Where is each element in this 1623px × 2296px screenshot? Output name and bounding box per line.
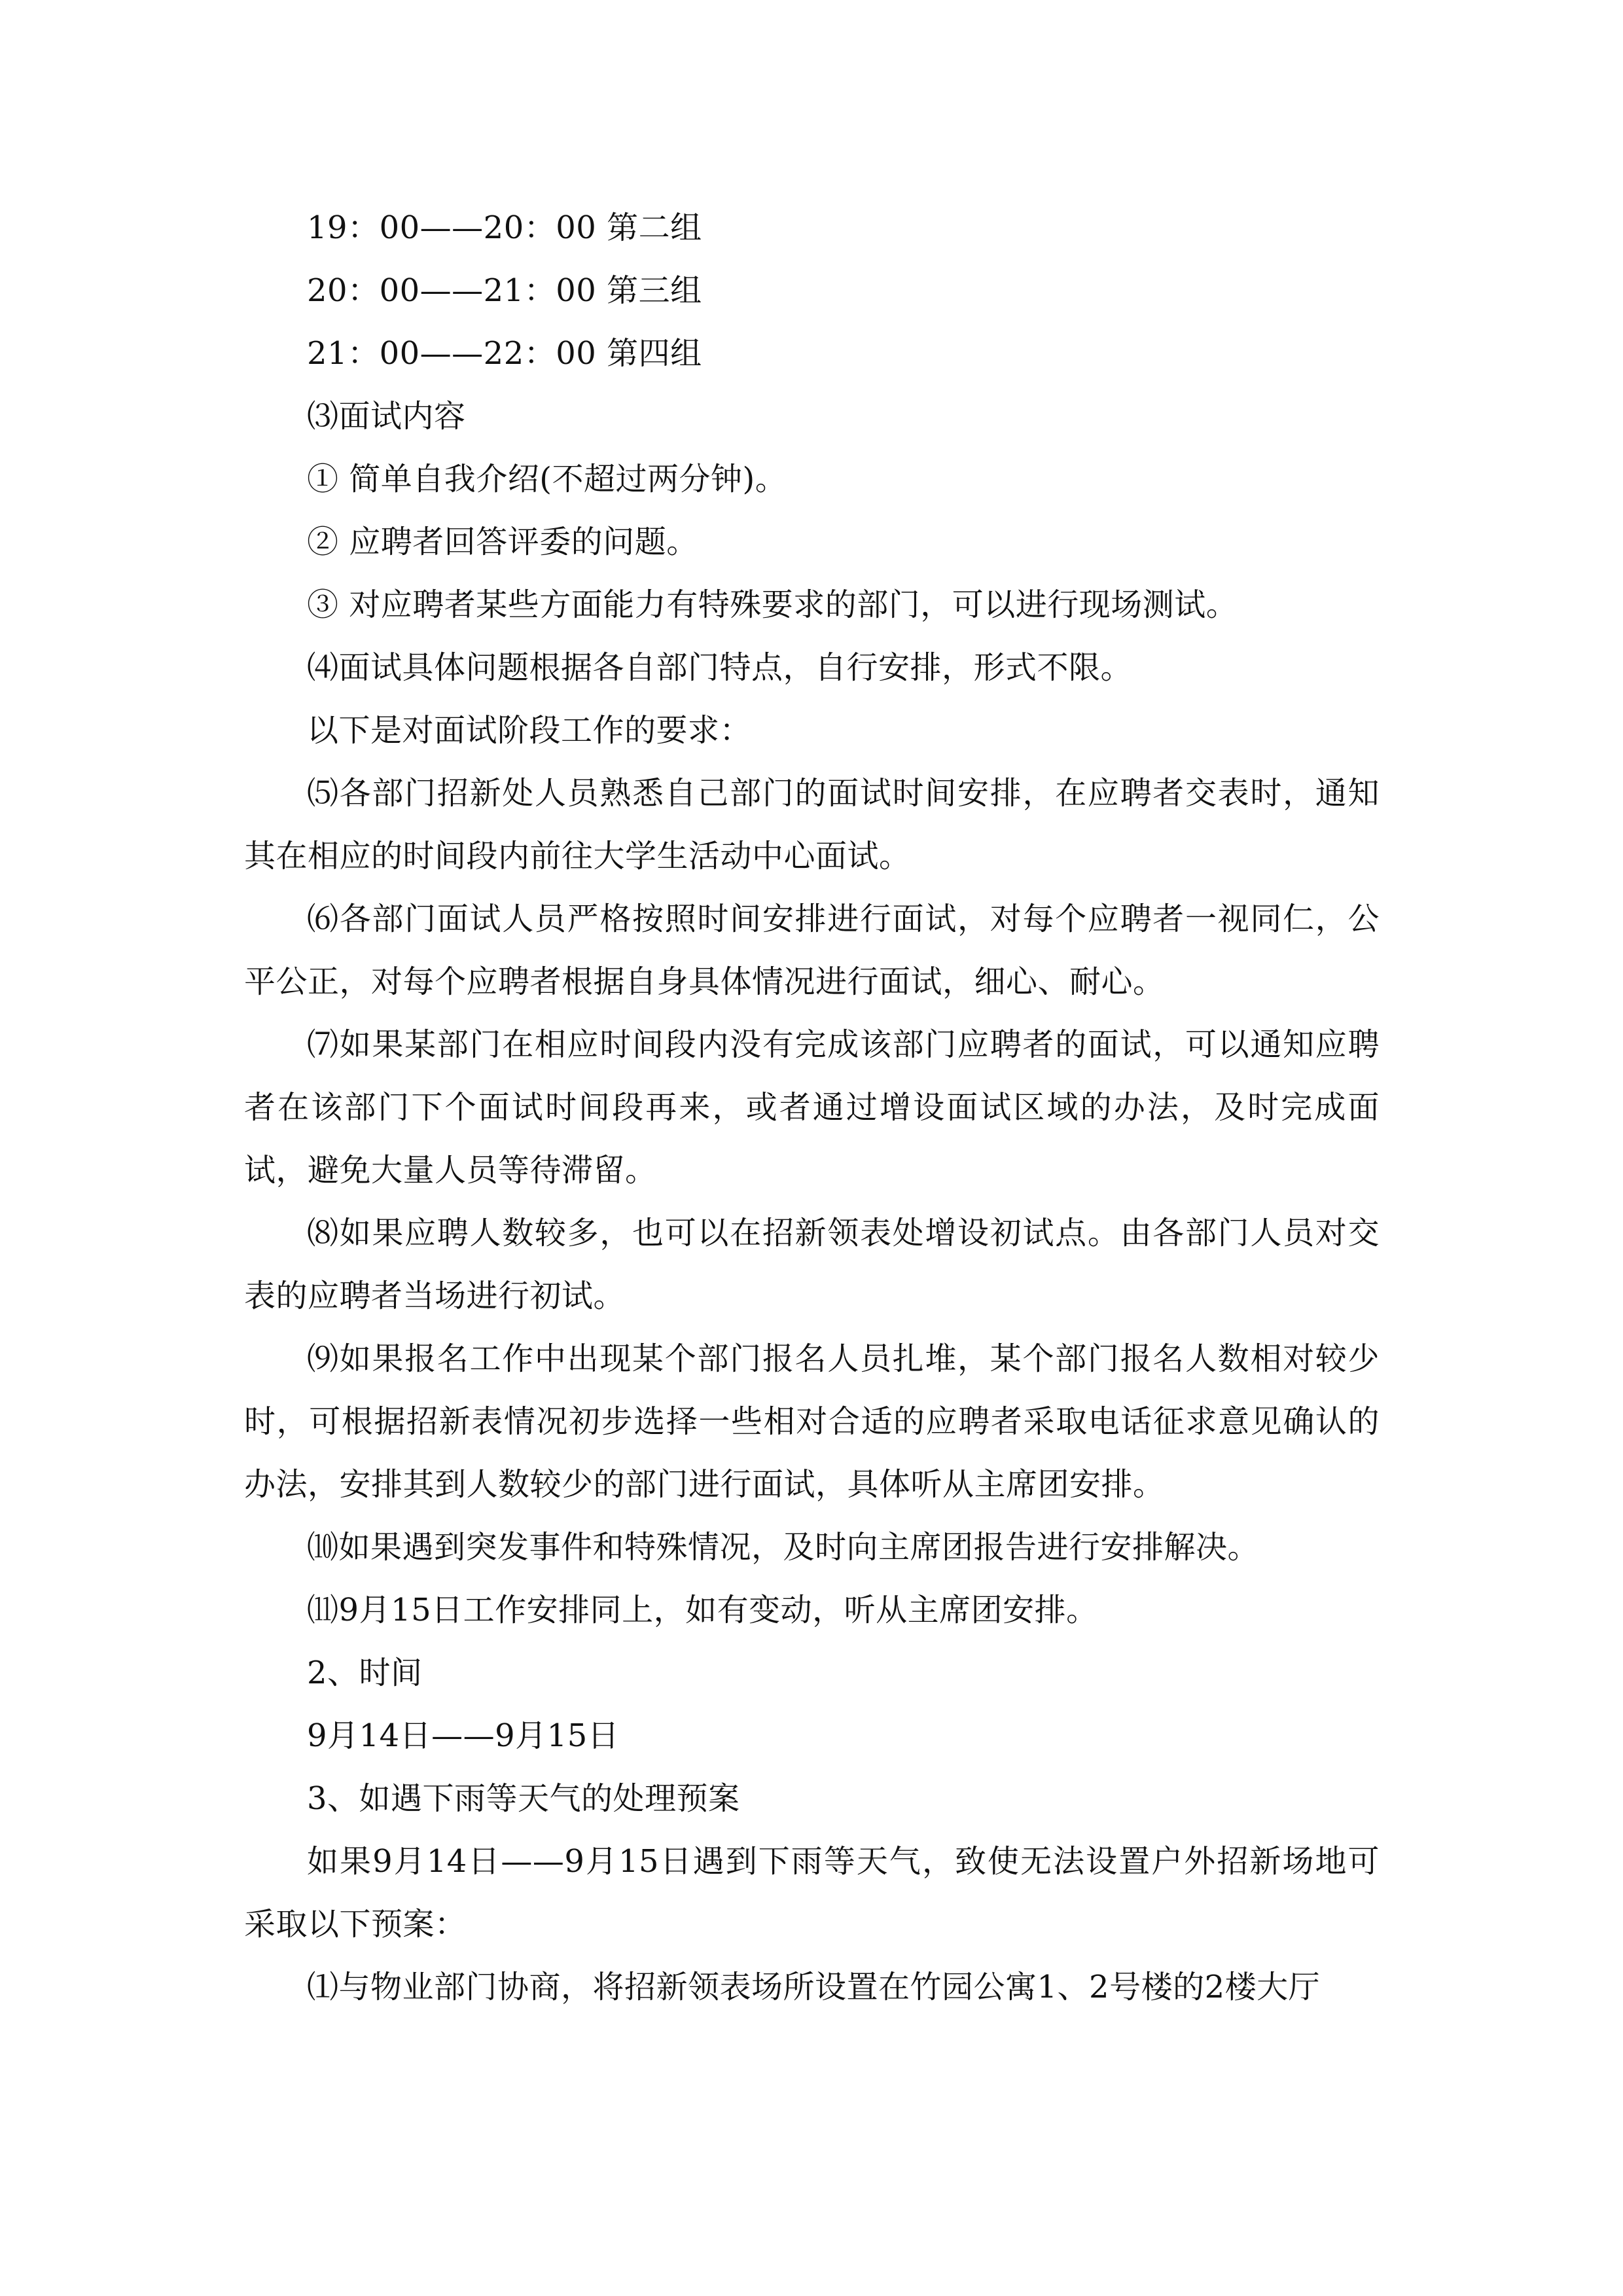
list-item-answer-questions: ② 应聘者回答评委的问题。	[307, 524, 698, 560]
document-body	[244, 196, 1380, 2018]
paragraph-requirements-intro: 以下是对面试阶段工作的要求：	[307, 712, 752, 749]
paragraph-item-8: ⑻如果应聘人数较多，也可以在招新领表处增设初试点。由各部门人员对交表的应聘者当场进行初试。	[244, 1215, 1380, 1314]
paragraph-item-7: ⑺如果某部门在相应时间段内没有完成该部门应聘者的面试，可以通知应聘者在该部门下个面试时间段再来，或者通过增设面试区域的办法，及时完成面试，避免大量人员等待滞留。	[244, 1026, 1380, 1189]
section-heading-rain-plan: 3、如遇下雨等天气的处理预案	[307, 1780, 740, 1817]
list-item-onsite-test: ③ 对应聘者某些方面能力有特殊要求的部门，可以进行现场测试。	[307, 586, 1238, 623]
paragraph-item-6: ⑹各部门面试人员严格按照时间安排进行面试，对每个应聘者一视同仁，公平公正，对每个应聘者根据自身具体情况进行面试，细心、耐心。	[244, 901, 1380, 1000]
paragraph-item-10: ⑽如果遇到突发事件和特殊情况，及时向主席团报告进行安排解决。	[307, 1529, 1260, 1566]
section-interview-content: ⑶面试内容	[307, 398, 466, 435]
paragraph-dates: 9月14日——9月15日	[307, 1717, 620, 1754]
schedule-line-group-3: 20：00——21：00 第三组	[307, 272, 702, 309]
schedule-line-group-2: 19：00——20：00 第二组	[307, 209, 702, 246]
paragraph-item-9: ⑼如果报名工作中出现某个部门报名人员扎堆，某个部门报名人数相对较少时，可根据招新表情况初步选择一些相对合适的应聘者采取电话征求意见确认的办法，安排其到人数较少的部门进行面试，具体听从主席团安排。	[244, 1340, 1380, 1503]
section-heading-time: 2、时间	[307, 1655, 423, 1691]
list-item-self-intro: ① 简单自我介绍(不超过两分钟)。	[307, 461, 787, 497]
paragraph-item-11: ⑾9月15日工作安排同上，如有变动，听从主席团安排。	[307, 1592, 1098, 1628]
paragraph-rain-plan-item-1: ⑴与物业部门协商，将招新领表场所设置在竹园公寓1、2号楼的2楼大厅	[307, 1969, 1321, 2005]
paragraph-rain-plan-intro: 如果9月14日——9月15日遇到下雨等天气，致使无法设置户外招新场地可采取以下预案：	[244, 1843, 1380, 1943]
paragraph-item-5: ⑸各部门招新处人员熟悉自己部门的面试时间安排，在应聘者交表时，通知其在相应的时间段内前往大学生活动中心面试。	[244, 775, 1380, 874]
schedule-line-group-4: 21：00——22：00 第四组	[307, 335, 702, 372]
paragraph-item-4: ⑷面试具体问题根据各自部门特点，自行安排，形式不限。	[307, 649, 1133, 686]
